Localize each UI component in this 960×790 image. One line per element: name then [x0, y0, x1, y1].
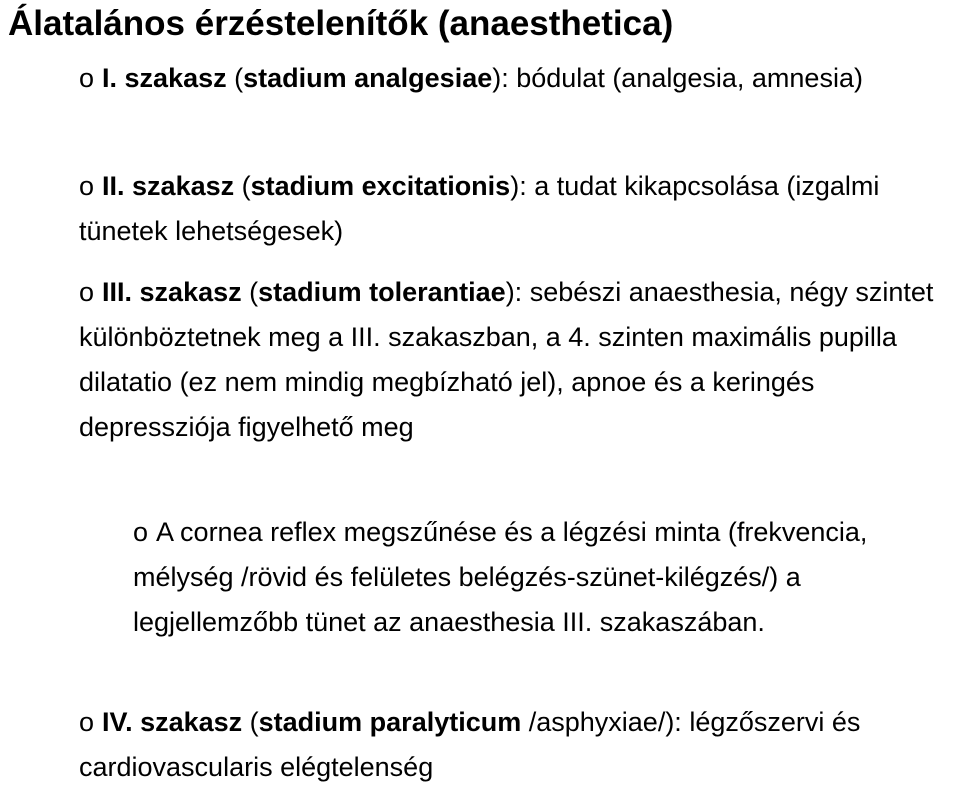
stage-3-description: sebészi anaesthesia, négy szintet különböztetnek meg a III. szakaszban, a 4. szinten maximális pupilla dilatatio (ez nem mindig megbízható jel), apnoe és a keringés depressziója figyelhető meg: [79, 277, 934, 442]
stage-1-paren-close: ):: [492, 63, 509, 93]
bullet-marker: o: [79, 63, 95, 93]
stage-1-description: bódulat (analgesia, amnesia): [508, 63, 863, 93]
slide-title: Álatalános érzéstelenítők (anaesthetica): [8, 4, 674, 43]
stage-4-item: [79, 700, 959, 790]
stage-3-latin-name: stadium tolerantiae: [258, 277, 506, 307]
stage-1-name: I. szakasz: [102, 63, 227, 93]
stage-2-latin-name: stadium excitationis: [250, 171, 511, 201]
stage-2-item: [79, 164, 959, 254]
bullet-marker: o: [133, 517, 149, 547]
stage-1-paren-open: (: [226, 63, 244, 93]
stage-4-paren-open: (: [242, 707, 259, 737]
stage-4-paren-close: /asphyxiae/):: [521, 707, 682, 737]
stage-4-description: légzőszervi és cardiovascularis elégtelenség: [79, 707, 861, 782]
bullet-marker: o: [79, 707, 95, 737]
stage-2-name: II. szakasz: [102, 171, 235, 201]
stage-1-item: [79, 56, 959, 101]
stage-3-paren-open: (: [241, 277, 259, 307]
stage-3-subitem: [133, 510, 959, 645]
bullet-marker: o: [79, 171, 95, 201]
stage-4-latin-name: stadium paralyticum: [258, 707, 522, 737]
stage-3-name: III. szakasz: [102, 277, 242, 307]
subitem-text: A cornea reflex megszűnése és a légzési minta (frekvencia, mélység /rövid és felületes belégzés-szünet-kilégzés/) a legjellemzőbb tünet az anaesthesia III. szakaszában.: [133, 517, 868, 637]
stage-4-name: IV. szakasz: [102, 707, 243, 737]
stage-3-paren-close: ):: [505, 277, 523, 307]
stage-2-paren-close: ):: [510, 171, 527, 201]
stage-2-paren-open: (: [234, 171, 251, 201]
stage-1-latin-name: stadium analgesiae: [243, 63, 493, 93]
stage-3-item: [79, 270, 959, 450]
stage-2-description: a tudat kikapcsolása (izgalmi tünetek lehetségesek): [79, 171, 880, 246]
bullet-marker: o: [79, 277, 95, 307]
